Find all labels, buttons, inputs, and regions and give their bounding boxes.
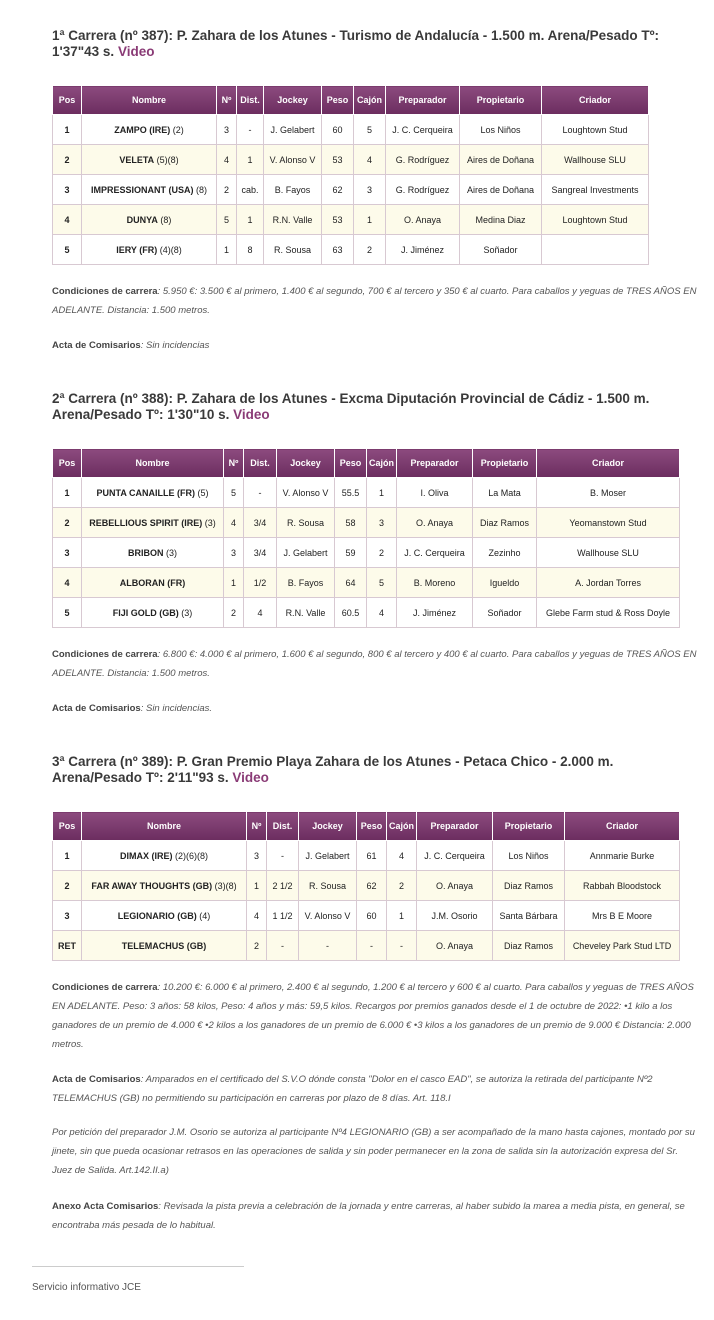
race-1-section	[52, 28, 700, 351]
cell-cajon: 1	[367, 478, 397, 508]
race-2-section	[52, 391, 700, 714]
cell-prop: Igueldo	[473, 568, 537, 598]
cell-dist: -	[267, 931, 299, 961]
table-row	[53, 538, 680, 568]
cell-prop: Diaz Ramos	[493, 931, 565, 961]
column-header: Preparador	[417, 812, 493, 841]
cell-prep: I. Oliva	[397, 478, 473, 508]
table-row	[53, 205, 649, 235]
cell-jockey: B. Fayos	[277, 568, 335, 598]
horse-name: IMPRESSIONANT (USA)	[90, 184, 194, 195]
cell-cajon: 2	[354, 235, 386, 265]
cell-dist: 2 1/2	[267, 871, 299, 901]
cell-jockey: J. Gelabert	[299, 841, 357, 871]
cell-cajon: 5	[354, 115, 386, 145]
race-3-video-link[interactable]: Video	[232, 770, 269, 785]
cell-dist: -	[244, 478, 277, 508]
horse-notes: (4)(8)	[159, 244, 182, 255]
cell-cajon: 5	[367, 568, 397, 598]
race-3-conditions: Condiciones de carrera: 10.200 €: 6.000 € al primero, 2.400 € al segundo, 1.200 € al tercero y 600 € al cuarto. Para caballos y yeguas de TRES AÑOS EN ADELANTE. Peso: 3 años: 58 kilos, Peso: 4 años y más: 59,5 kilos. Recargos por premios ganados desde el 1 de octubre de 2022: •1 kilo a los ganadores de un premio de 4.000 € •2 kilos a los ganadores de un premio de 6.000 € •3 kilos a los ganadores de un premio de 9.000 € Distancia: 2.000 metros.	[52, 982, 694, 1050]
cell-pos: 3	[53, 538, 82, 568]
cell-pos: 1	[53, 478, 82, 508]
cell-dist: 1/2	[244, 568, 277, 598]
table-row	[53, 508, 680, 538]
column-header: Criador	[542, 86, 649, 115]
horse-name: ZAMPO (IRE)	[114, 124, 171, 135]
race-3-anexo: Anexo Acta Comisarios: Revisada la pista previa a celebración de la jornada y entre carreras, al haber subido la marea a media pista, en general, se encontraba más pesada de lo habitual.	[52, 1201, 685, 1231]
horse-notes: (3)(8)	[214, 880, 237, 891]
cell-criador: Yeomanstown Stud	[537, 508, 680, 538]
cell-num: 1	[247, 871, 267, 901]
cell-jockey: R. Sousa	[264, 235, 322, 265]
cell-num: 4	[217, 145, 237, 175]
cell-peso: 55.5	[335, 478, 367, 508]
cell-pos: 5	[53, 598, 82, 628]
cell-cajon: 3	[354, 175, 386, 205]
horse-notes: (5)(8)	[156, 154, 179, 165]
race-3-acta: Acta de Comisarios: Amparados en el certificado del S.V.O dónde consta "Dolor en el casco EAD", se autoriza la retirada del participante Nº2 TELEMACHUS (GB) no permitiendo su participación en carreras por plazo de 8 días. Art. 118.I	[52, 1074, 653, 1104]
horse-notes: (2)	[172, 124, 184, 135]
cell-num: 3	[224, 538, 244, 568]
cell-num: 1	[217, 235, 237, 265]
column-header: Dist.	[244, 449, 277, 478]
horse-name: IERY (FR)	[116, 244, 158, 255]
cell-prop: Aires de Doñana	[460, 145, 542, 175]
cell-prop: Los Niños	[493, 841, 565, 871]
table-row	[53, 871, 680, 901]
column-header: Jockey	[264, 86, 322, 115]
cell-peso: -	[357, 931, 387, 961]
race-1-video-link[interactable]: Video	[117, 44, 155, 59]
cell-name	[82, 508, 224, 538]
cell-peso: 61	[357, 841, 387, 871]
cell-prep: B. Moreno	[397, 568, 473, 598]
table-row	[53, 841, 680, 871]
horse-notes: (8)	[196, 184, 208, 195]
horse-name: VELETA	[119, 154, 155, 165]
horse-name: DUNYA	[126, 214, 158, 225]
table-row	[53, 235, 649, 265]
cell-prop: Santa Bárbara	[493, 901, 565, 931]
race-2-video-link[interactable]: Video	[233, 407, 270, 422]
cell-cajon: 1	[354, 205, 386, 235]
cell-criador: Wallhouse SLU	[542, 145, 649, 175]
cell-criador: Wallhouse SLU	[537, 538, 680, 568]
cell-num: 5	[224, 478, 244, 508]
column-header: Cajón	[387, 812, 417, 841]
cell-num: 2	[247, 931, 267, 961]
cell-peso: 62	[322, 175, 354, 205]
horse-name: DIMAX (IRE)	[119, 850, 173, 861]
column-header: Nº	[247, 812, 267, 841]
cell-criador: Sangreal Investments	[542, 175, 649, 205]
cell-prop: Zezinho	[473, 538, 537, 568]
cell-pos: 1	[53, 115, 82, 145]
cell-prep: J. Jiménez	[386, 235, 460, 265]
cell-dist: -	[267, 841, 299, 871]
cell-dist: 3/4	[244, 538, 277, 568]
cell-criador: Rabbah Bloodstock	[565, 871, 680, 901]
horse-name: FAR AWAY THOUGHTS (GB)	[91, 880, 213, 891]
cell-jockey: J. Gelabert	[277, 538, 335, 568]
cell-prep: O. Anaya	[397, 508, 473, 538]
cell-cajon: 2	[387, 871, 417, 901]
cell-criador: Cheveley Park Stud LTD	[565, 931, 680, 961]
column-header: Jockey	[299, 812, 357, 841]
cell-num: 4	[224, 508, 244, 538]
horse-name: PUNTA CANAILLE (FR)	[96, 487, 195, 498]
cell-peso: 60.5	[335, 598, 367, 628]
horse-name: LEGIONARIO (GB)	[117, 910, 197, 921]
cell-name	[82, 598, 224, 628]
cell-prep: O. Anaya	[417, 931, 493, 961]
column-header: Criador	[537, 449, 680, 478]
column-header: Nombre	[82, 86, 217, 115]
column-header: Dist.	[267, 812, 299, 841]
cell-dist: 1	[237, 145, 264, 175]
cell-prop: Medina Diaz	[460, 205, 542, 235]
column-header: Pos	[53, 86, 82, 115]
cell-name	[82, 145, 217, 175]
cell-name	[82, 115, 217, 145]
cell-jockey: V. Alonso V	[277, 478, 335, 508]
horse-notes: (3)	[181, 607, 193, 618]
cell-cajon: 4	[367, 598, 397, 628]
cell-peso: 62	[357, 871, 387, 901]
cell-prop: Diaz Ramos	[493, 871, 565, 901]
cell-name	[82, 235, 217, 265]
cell-prop: Aires de Doñana	[460, 175, 542, 205]
cell-peso: 64	[335, 568, 367, 598]
cell-pos: 1	[53, 841, 82, 871]
cell-dist: 3/4	[244, 508, 277, 538]
cell-prep: J. C. Cerqueira	[397, 538, 473, 568]
race-2-title: 2ª Carrera (nº 388): P. Zahara de los Atunes - Excma Diputación Provincial de Cádiz - 1.500 m. Arena/Pesado Tº: 1'30"10 s. Video	[52, 391, 650, 422]
footer-divider	[32, 1266, 244, 1267]
column-header: Nombre	[82, 812, 247, 841]
cell-num: 3	[217, 115, 237, 145]
cell-criador	[542, 235, 649, 265]
race-3-note: Por petición del preparador J.M. Osorio se autoriza al participante Nº4 LEGIONARIO (GB) a ser acompañado de la mano hasta cajones, montado por su jinete, sin que pueda ocasionar retrasos en las operaciones de salida y sin poder permanecer en la zona de salida sin la autorización expresa del Sr. Juez de Salida. Art.142.II.a)	[52, 1127, 695, 1176]
cell-pos: 2	[53, 508, 82, 538]
cell-peso: 60	[322, 115, 354, 145]
footer-text: Servicio informativo JCE	[32, 1282, 141, 1293]
column-header: Pos	[53, 449, 82, 478]
cell-dist: 4	[244, 598, 277, 628]
cell-prop: La Mata	[473, 478, 537, 508]
cell-peso: 53	[322, 205, 354, 235]
cell-prop: Diaz Ramos	[473, 508, 537, 538]
column-header: Nombre	[82, 449, 224, 478]
column-header: Cajón	[367, 449, 397, 478]
cell-cajon: 4	[387, 841, 417, 871]
column-header: Nº	[217, 86, 237, 115]
table-row	[53, 478, 680, 508]
cell-prep: G. Rodríguez	[386, 145, 460, 175]
column-header: Peso	[322, 86, 354, 115]
cell-num: 5	[217, 205, 237, 235]
cell-name	[82, 901, 247, 931]
cell-dist: 8	[237, 235, 264, 265]
horse-name: REBELLIOUS SPIRIT (IRE)	[89, 517, 203, 528]
cell-num: 4	[247, 901, 267, 931]
cell-criador: A. Jordan Torres	[537, 568, 680, 598]
cell-name	[82, 931, 247, 961]
cell-name	[82, 175, 217, 205]
cell-name	[82, 538, 224, 568]
race-1-title: 1ª Carrera (nº 387): P. Zahara de los Atunes - Turismo de Andalucía - 1.500 m. Arena/Pesado Tº: 1'37"43 s. Video	[52, 28, 660, 59]
column-header: Preparador	[386, 86, 460, 115]
cell-criador: Glebe Farm stud & Ross Doyle	[537, 598, 680, 628]
column-header: Propietario	[460, 86, 542, 115]
race-2-acta: Acta de Comisarios: Sin incidencias.	[52, 703, 212, 714]
table-row	[53, 931, 680, 961]
column-header: Propietario	[493, 812, 565, 841]
cell-cajon: 2	[367, 538, 397, 568]
race-2-results-table	[52, 448, 680, 628]
cell-jockey: V. Alonso V	[264, 145, 322, 175]
cell-cajon: 4	[354, 145, 386, 175]
column-header: Cajón	[354, 86, 386, 115]
cell-jockey: -	[299, 931, 357, 961]
horse-name: TELEMACHUS (GB)	[121, 940, 207, 951]
race-3-section	[52, 754, 700, 1231]
cell-name	[82, 478, 224, 508]
cell-peso: 60	[357, 901, 387, 931]
horse-notes: (8)	[160, 214, 172, 225]
cell-prep: J.M. Osorio	[417, 901, 493, 931]
race-2-conditions: Condiciones de carrera: 6.800 €: 4.000 € al primero, 1.600 € al segundo, 800 € al tercero y 400 € al cuarto. Para caballos y yeguas de TRES AÑOS EN ADELANTE. Distancia: 1.500 metros.	[52, 649, 697, 679]
horse-notes: (2)(6)(8)	[175, 850, 208, 861]
cell-num: 2	[217, 175, 237, 205]
cell-criador: Loughtown Stud	[542, 205, 649, 235]
horse-name: BRIBON	[127, 547, 164, 558]
cell-prep: J. C. Cerqueira	[386, 115, 460, 145]
column-header: Criador	[565, 812, 680, 841]
race-1-conditions: Condiciones de carrera: 5.950 €: 3.500 € al primero, 1.400 € al segundo, 700 € al tercero y 350 € al cuarto. Para caballos y yeguas de TRES AÑOS EN ADELANTE. Distancia: 1.500 metros.	[52, 286, 697, 316]
cell-jockey: B. Fayos	[264, 175, 322, 205]
cell-jockey: V. Alonso V	[299, 901, 357, 931]
column-header: Preparador	[397, 449, 473, 478]
cell-name	[82, 568, 224, 598]
race-1-acta: Acta de Comisarios: Sin incidencias	[52, 340, 210, 351]
cell-peso: 53	[322, 145, 354, 175]
cell-dist: 1 1/2	[267, 901, 299, 931]
cell-pos: 5	[53, 235, 82, 265]
cell-jockey: J. Gelabert	[264, 115, 322, 145]
cell-dist: -	[237, 115, 264, 145]
horse-notes: (3)	[166, 547, 177, 558]
column-header: Peso	[335, 449, 367, 478]
cell-pos: RET	[53, 931, 82, 961]
cell-prep: J. Jiménez	[397, 598, 473, 628]
cell-prop: Soñador	[460, 235, 542, 265]
cell-cajon: -	[387, 931, 417, 961]
cell-criador: Mrs B E Moore	[565, 901, 680, 931]
cell-pos: 4	[53, 568, 82, 598]
cell-cajon: 3	[367, 508, 397, 538]
cell-prop: Soñador	[473, 598, 537, 628]
cell-name	[82, 871, 247, 901]
cell-prep: J. C. Cerqueira	[417, 841, 493, 871]
column-header: Peso	[357, 812, 387, 841]
cell-prep: O. Anaya	[386, 205, 460, 235]
cell-pos: 4	[53, 205, 82, 235]
cell-jockey: R. Sousa	[277, 508, 335, 538]
horse-name: FIJI GOLD (GB)	[112, 607, 179, 618]
table-row	[53, 568, 680, 598]
cell-criador: Annmarie Burke	[565, 841, 680, 871]
cell-pos: 3	[53, 901, 82, 931]
cell-prop: Los Niños	[460, 115, 542, 145]
cell-peso: 59	[335, 538, 367, 568]
horse-notes: (4)	[199, 910, 211, 921]
cell-num: 3	[247, 841, 267, 871]
cell-jockey: R.N. Valle	[277, 598, 335, 628]
cell-pos: 2	[53, 871, 82, 901]
cell-criador: B. Moser	[537, 478, 680, 508]
column-header: Pos	[53, 812, 82, 841]
horse-name: ALBORAN (FR)	[119, 577, 186, 588]
table-row	[53, 145, 649, 175]
cell-num: 2	[224, 598, 244, 628]
cell-name	[82, 841, 247, 871]
cell-num: 1	[224, 568, 244, 598]
horse-notes: (3)	[204, 517, 216, 528]
table-row	[53, 901, 680, 931]
column-header: Jockey	[277, 449, 335, 478]
table-row	[53, 115, 649, 145]
table-row	[53, 598, 680, 628]
cell-dist: 1	[237, 205, 264, 235]
cell-peso: 58	[335, 508, 367, 538]
cell-jockey: R.N. Valle	[264, 205, 322, 235]
cell-peso: 63	[322, 235, 354, 265]
cell-jockey: R. Sousa	[299, 871, 357, 901]
column-header: Dist.	[237, 86, 264, 115]
cell-criador: Loughtown Stud	[542, 115, 649, 145]
cell-name	[82, 205, 217, 235]
table-row	[53, 175, 649, 205]
race-3-title: 3ª Carrera (nº 389): P. Gran Premio Playa Zahara de los Atunes - Petaca Chico - 2.000 m. Arena/Pesado Tº: 2'11"93 s. Video	[52, 754, 614, 785]
column-header: Propietario	[473, 449, 537, 478]
cell-dist: cab.	[237, 175, 264, 205]
horse-notes: (5)	[197, 487, 209, 498]
cell-pos: 3	[53, 175, 82, 205]
race-1-results-table	[52, 85, 649, 265]
cell-cajon: 1	[387, 901, 417, 931]
cell-prep: O. Anaya	[417, 871, 493, 901]
cell-prep: G. Rodríguez	[386, 175, 460, 205]
race-3-results-table	[52, 811, 680, 961]
column-header: Nº	[224, 449, 244, 478]
cell-pos: 2	[53, 145, 82, 175]
